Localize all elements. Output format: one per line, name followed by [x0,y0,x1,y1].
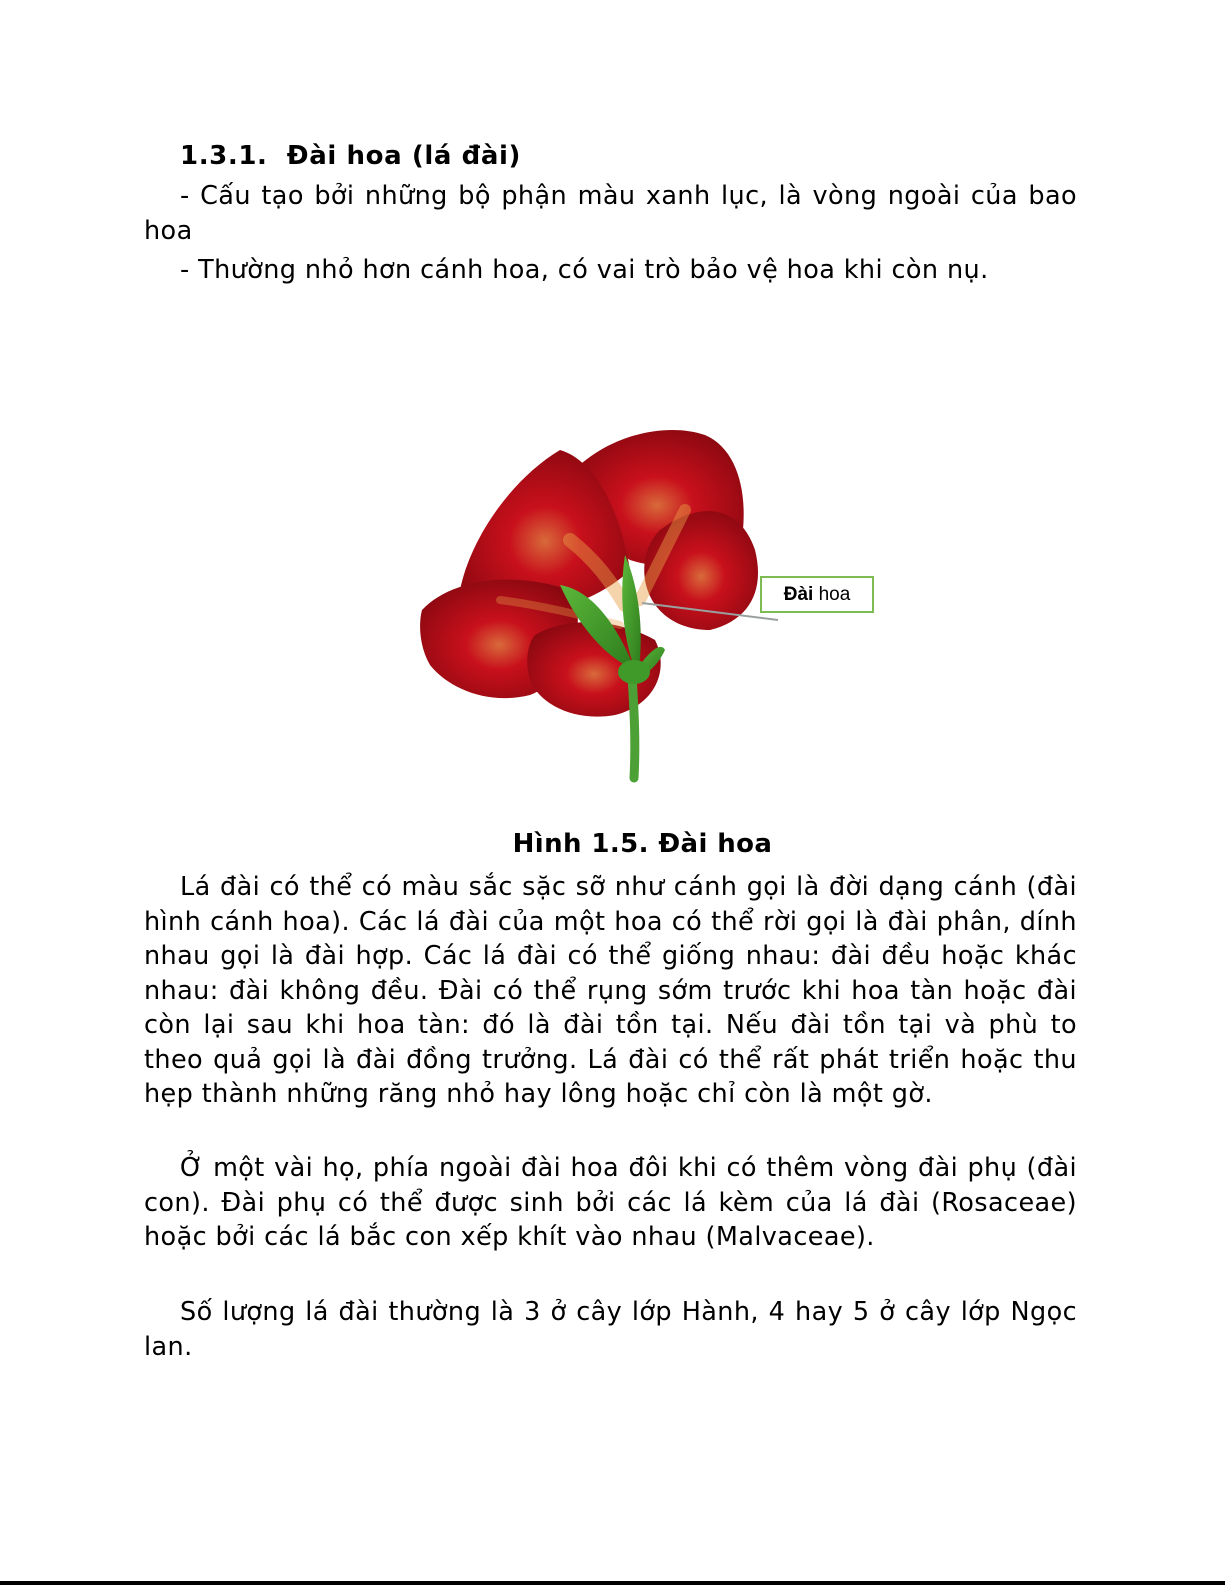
body-paragraph: Ở một vài họ, phía ngoài đài hoa đôi khi có thêm vòng đài phụ (đài con). Đài phụ có thể được sinh bởi các lá kèm của lá đài (Rosaceae) hoặc bởi các lá bắc con xếp khít vào nhau (Malvaceae). [144,1153,1077,1252]
flower-stem [632,675,635,778]
section-heading: 1.3.1. Đài hoa (lá đài) [180,141,522,171]
bullet-function: - Thường nhỏ hơn cánh hoa, có vai trò bảo vệ hoa khi còn nụ. [180,255,989,285]
body-paragraph: Lá đài có thể có màu sắc sặc sỡ như cánh gọi là đời dạng cánh (đài hình cánh hoa). Các lá đài của một hoa có thể rời gọi là đài phân, dính nhau gọi là đài hợp. Các lá đài có thể giống nhau: đài đều hoặc khác nhau: đài không đều. Đài có thể rụng sớm trước khi hoa tàn hoặc đài còn lại sau khi hoa tàn: đó là đài tồn tại. Nếu đài tồn tại và phù to theo quả gọi là đài đồng trưởng. Lá đài có thể rất phát triển hoặc thu hẹp thành những răng nhỏ hay lông hoặc chỉ còn là một gờ. [144,872,1077,1109]
figure-caption: Hình 1.5. Đài hoa [512,829,773,859]
sepal-label-rest: hoa [813,584,851,605]
sepal-label [760,576,874,613]
body-paragraph: Số lượng lá đài thường là 3 ở cây lớp Hành, 4 hay 5 ở cây lớp Ngọc lan. [144,1297,1077,1362]
page-bottom-border [0,1581,1225,1585]
calyx-base [618,660,650,684]
sepal-label-bold: Đài [783,584,814,605]
bullet-structure: - Cấu tạo bởi những bộ phận màu xanh lục, là vòng ngoài của bao hoa [144,181,1077,246]
